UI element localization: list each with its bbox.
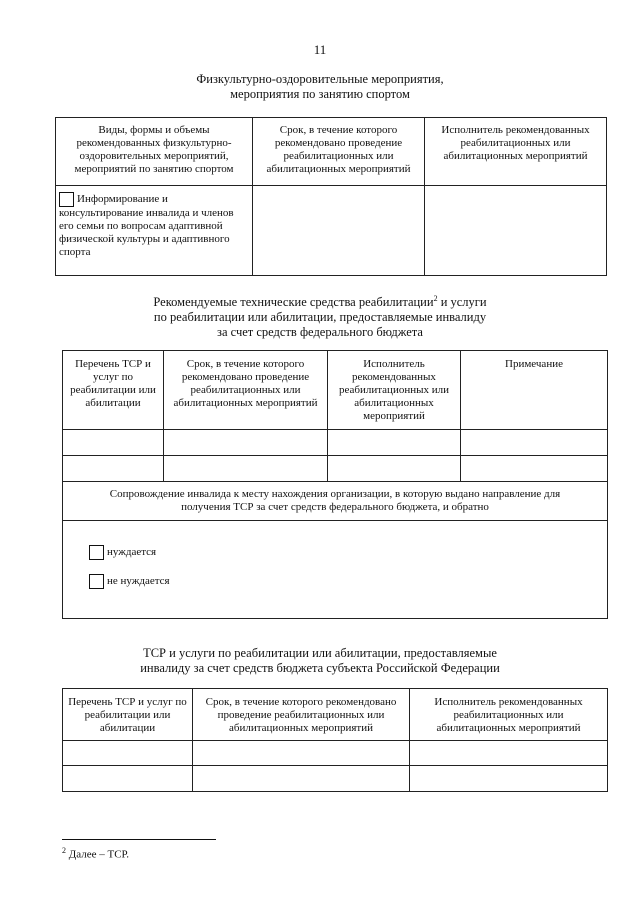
- table-cell[interactable]: [461, 430, 608, 456]
- header-note: Примечание: [461, 351, 608, 430]
- header-term: Срок, в течение которого рекомендовано проведение реабилитационных или абилитационных мероприятий: [253, 118, 425, 186]
- needs-label: нуждается: [107, 546, 157, 559]
- header-term: Срок, в течение которого рекомендовано проведение реабилитационных или абилитационных мероприятий: [164, 351, 328, 430]
- activity-item: [56, 186, 253, 276]
- footnote-separator: [62, 839, 216, 840]
- needs-checkbox[interactable]: [89, 545, 104, 560]
- header-executor: Исполнитель рекомендованных реабилитационных или абилитационных мероприятий: [328, 351, 461, 430]
- header-tsr-list: Перечень ТСР и услуг по реабилитации или абилитации: [63, 351, 164, 430]
- table-cell[interactable]: [63, 766, 193, 792]
- table-cell[interactable]: [410, 766, 608, 792]
- header-tsr-list: Перечень ТСР и услуг по реабилитации или абилитации: [63, 689, 193, 741]
- escort-text: Сопровождение инвалида к месту нахождения организации, в которую выдано направление для получения ТСР за счет средств федерального бюджета, и обратно: [63, 482, 608, 521]
- table-cell[interactable]: [328, 456, 461, 482]
- page-number: 11: [313, 42, 327, 57]
- table-cell[interactable]: [164, 430, 328, 456]
- not-needs-checkbox[interactable]: [89, 574, 104, 589]
- header-activities: Виды, формы и объемы рекомендованных физкультурно-оздоровительных мероприятий, мероприятий по занятию спортом: [56, 118, 253, 186]
- section2-title: Рекомендуемые технические средства реабилитации$^2$ и услуги по реабилитации или абилитации, предоставляемые инвалиду за счет средств федерального бюджета: [153, 294, 487, 340]
- not-needs-label: не нуждается: [107, 575, 170, 588]
- informing-checkbox[interactable]: [59, 192, 74, 207]
- activity-executor-cell[interactable]: [425, 186, 607, 276]
- sport-activities-table: [55, 117, 607, 276]
- section1-title: Физкультурно-оздоровительные мероприятия, мероприятия по занятию спортом: [196, 72, 444, 101]
- federal-tsr-table: [62, 350, 608, 619]
- table-cell[interactable]: [193, 741, 410, 766]
- activity-item-label: Информирование и консультирование инвалида и членов его семьи по вопросам адаптивной физической культуры и адаптивного спорта: [59, 193, 234, 258]
- section3-title: ТСР и услуги по реабилитации или абилитации, предоставляемые инвалиду за счет средств бюджета субъекта Российской Федерации: [140, 646, 500, 675]
- table-cell[interactable]: [164, 456, 328, 482]
- table-cell[interactable]: [461, 456, 608, 482]
- header-executor: Исполнитель рекомендованных реабилитационных или абилитационных мероприятий: [425, 118, 607, 186]
- escort-options: [63, 521, 608, 619]
- table-cell[interactable]: [63, 430, 164, 456]
- table-cell[interactable]: [63, 741, 193, 766]
- activity-term-cell[interactable]: [253, 186, 425, 276]
- header-term: Срок, в течение которого рекомендовано проведение реабилитационных или абилитационных мероприятий: [193, 689, 410, 741]
- header-executor: Исполнитель рекомендованных реабилитационных или абилитационных мероприятий: [410, 689, 608, 741]
- regional-tsr-table: [62, 688, 608, 792]
- table-cell[interactable]: [328, 430, 461, 456]
- table-cell[interactable]: [193, 766, 410, 792]
- footnote: $^2$ Далее – ТСР.: [62, 846, 130, 861]
- table-cell[interactable]: [63, 456, 164, 482]
- table-cell[interactable]: [410, 741, 608, 766]
